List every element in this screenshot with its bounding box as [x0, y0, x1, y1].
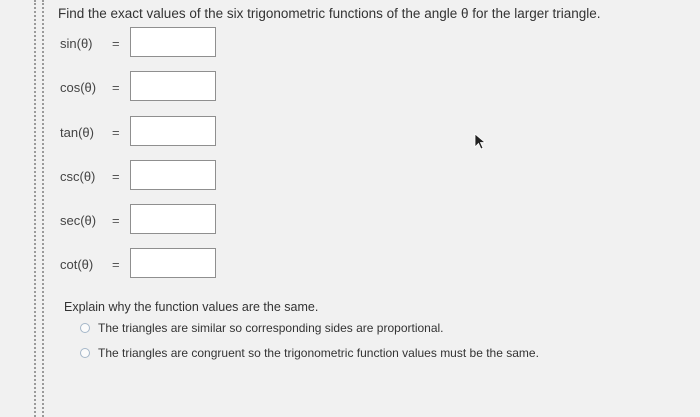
equals-sign: =	[112, 36, 120, 51]
cot-answer-input[interactable]	[130, 248, 216, 278]
cot-label: cot(θ)	[60, 257, 94, 272]
sin-answer-input[interactable]	[130, 27, 216, 57]
equals-sign: =	[112, 257, 120, 272]
cos-answer-input[interactable]	[130, 71, 216, 101]
sec-row	[60, 204, 260, 240]
equals-sign: =	[112, 80, 120, 95]
option-similar-label: The triangles are similar so corresponding sides are proportional.	[98, 321, 444, 335]
option-congruent-label: The triangles are congruent so the trigonometric function values must be the same.	[98, 346, 539, 360]
sin-row	[60, 27, 260, 63]
equals-sign: =	[112, 169, 120, 184]
csc-answer-input[interactable]	[130, 160, 216, 190]
mouse-pointer-icon	[474, 133, 488, 151]
sec-answer-input[interactable]	[130, 204, 216, 234]
radio-unselected-icon[interactable]	[80, 348, 90, 358]
cos-label: cos(θ)	[60, 80, 97, 95]
equals-sign: =	[112, 213, 120, 228]
csc-row	[60, 160, 260, 196]
question-text: Find the exact values of the six trigonometric functions of the angle θ for the larger triangle.	[58, 6, 601, 21]
tan-row	[60, 116, 260, 152]
cot-row	[60, 248, 260, 284]
tan-answer-input[interactable]	[130, 116, 216, 146]
csc-label: csc(θ)	[60, 169, 96, 184]
cos-row	[60, 71, 260, 107]
option-similar[interactable]	[80, 321, 444, 335]
page-margin-border	[34, 0, 44, 417]
radio-unselected-icon[interactable]	[80, 323, 90, 333]
tan-label: tan(θ)	[60, 125, 94, 140]
question-page	[46, 0, 700, 417]
sec-label: sec(θ)	[60, 213, 97, 228]
option-congruent[interactable]	[80, 346, 539, 360]
explain-prompt: Explain why the function values are the same.	[64, 300, 319, 314]
equals-sign: =	[112, 125, 120, 140]
sin-label: sin(θ)	[60, 36, 93, 51]
